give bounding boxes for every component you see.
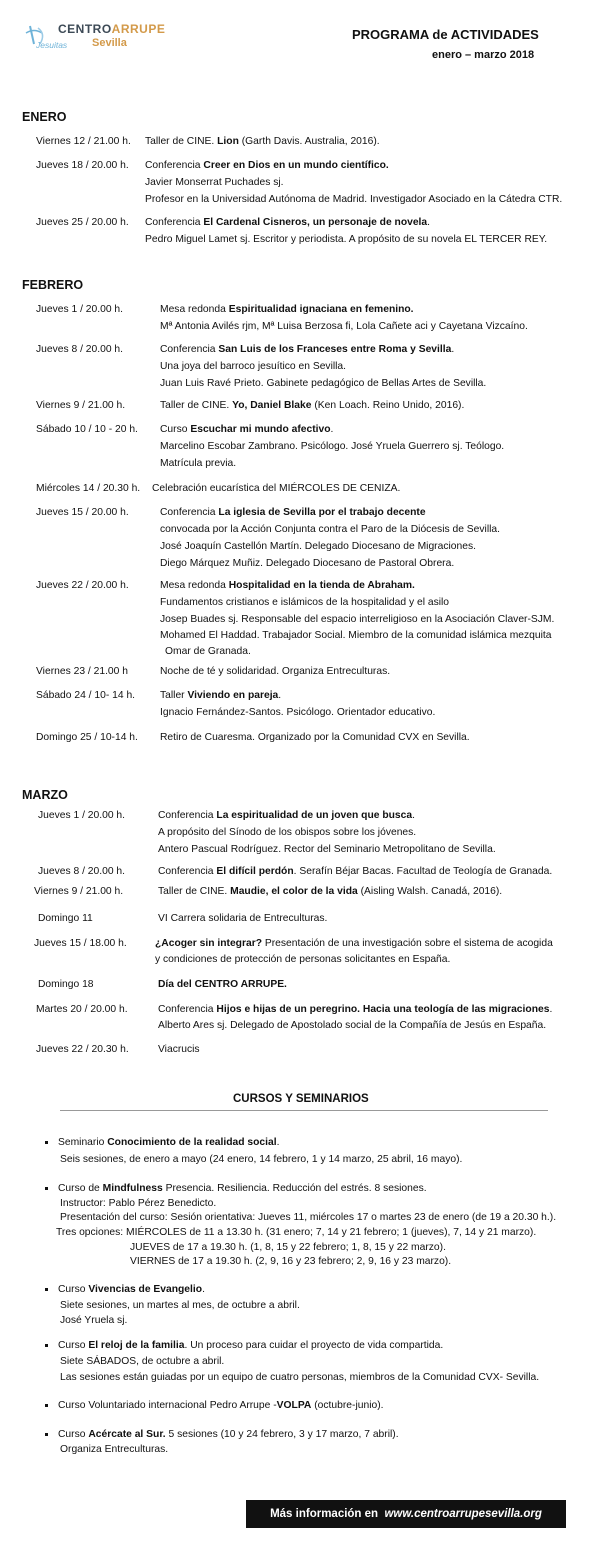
course-line — [58, 1427, 399, 1442]
event-detail: Fundamentos cristianos e islámicos de la hospitalidad y el asilo — [160, 597, 450, 608]
page-period: enero – marzo 2018 — [432, 49, 535, 61]
website-link[interactable]: www.centroarrupesevilla.org — [384, 1508, 542, 1520]
event-date: Jueves 25 / 20.00 h. — [36, 217, 129, 228]
course-detail: Presencia. Resiliencia. Reducción del estrés. 8 sesiones. — [165, 1183, 427, 1194]
event-detail: Josep Buades sj. Responsable del espacio interreligioso en la Asociación Claver-SJM. — [160, 614, 555, 625]
event-title: Espiritualidad ignaciana en femenino. — [228, 304, 414, 315]
course-detail: JUEVES de 17 a 19.30 h. (1, 8, 15 y 22 febrero; 1, 8, 15 y 22 marzo). — [130, 1242, 446, 1253]
event-title: Día del CENTRO ARRUPE. — [158, 979, 287, 990]
logo-jesuitas: Jesuitas — [36, 40, 68, 50]
bullet-icon — [45, 1141, 48, 1144]
course-line: Curso Vivencias de Evangelio. — [58, 1284, 205, 1295]
event-title: La iglesia de Sevilla por el trabajo decente — [218, 507, 426, 518]
event-date: Viernes 9 / 21.00 h. — [36, 400, 126, 411]
course-detail: Un proceso para cuidar el proyecto de vida compartida. — [190, 1340, 444, 1351]
event-title: Hospitalidad en la tienda de Abraham. — [228, 580, 415, 591]
event-line: Retiro de Cuaresma. Organizado por la Comunidad CVX en Sevilla. — [160, 732, 470, 743]
event-date: Jueves 1 / 20.00 h. — [38, 810, 126, 821]
event-line: Conferencia El Cardenal Cisneros, un personaje de novela. — [145, 217, 431, 228]
event-detail: Matrícula previa. — [160, 458, 237, 469]
section-title-enero: ENERO — [22, 110, 67, 124]
course-detail: José Yruela sj. — [60, 1315, 128, 1326]
event-detail: Serafín Béjar Bacas. Facultad de Teología de Granada. — [299, 866, 553, 877]
event-detail: Juan Luis Ravé Prieto. Gabinete pedagógico de Bellas Artes de Sevilla. — [160, 378, 487, 389]
course-detail: VIERNES de 17 a 19.30 h. (2, 9, 16 y 23 febrero; 2, 9, 16 y 23 marzo). — [130, 1256, 452, 1267]
course-detail: Seis sesiones, de enero a mayo (24 enero, 14 febrero, 1 y 14 marzo, 25 abril, 16 mayo). — [60, 1154, 463, 1165]
event-type: Curso — [160, 424, 188, 435]
event-detail: Omar de Granada. — [165, 646, 251, 657]
course-detail: Presentación del curso: Sesión orientativa: Jueves 11, miércoles 17 o martes 23 de enero (de 19 a 20.30 h.). — [60, 1212, 557, 1223]
event-detail: y condiciones de protección de personas solicitantes en España. — [155, 954, 451, 965]
event-date: Viernes 23 / 21.00 h — [36, 666, 128, 677]
event-line: Curso Escuchar mi mundo afectivo. — [160, 424, 334, 435]
event-date: Jueves 22 / 20.30 h. — [36, 1044, 129, 1055]
event-line — [155, 936, 553, 951]
course-type: Curso — [58, 1429, 86, 1440]
course-type: Curso de — [58, 1183, 100, 1194]
course-line: Seminario Conocimiento de la realidad social. — [58, 1137, 280, 1148]
event-detail: (Garth Davis. Australia, 2016). — [241, 136, 380, 147]
event-title: El Cardenal Cisneros, un personaje de novela — [203, 217, 428, 228]
event-date: Sábado 24 / 10- 14 h. — [36, 690, 136, 701]
event-line: Noche de té y solidaridad. Organiza Entreculturas. — [160, 666, 391, 677]
course-type: Curso — [58, 1340, 86, 1351]
course-detail: (octubre-junio). — [314, 1400, 384, 1411]
event-detail: Javier Monserrat Puchades sj. — [145, 177, 284, 188]
event-type: Conferencia — [158, 1004, 214, 1015]
event-line — [160, 578, 415, 593]
event-detail: Mª Antonia Avilés rjm, Mª Luisa Berzosa fi, Lola Cañete aci y Cayetana Vizcaíno. — [160, 321, 528, 332]
course-title: Vivencias de Evangelio — [88, 1284, 203, 1295]
course-detail: Siete sesiones, un martes al mes, de octubre a abril. — [60, 1300, 300, 1311]
event-title: Escuchar mi mundo afectivo — [190, 424, 331, 435]
event-detail: Mohamed El Haddad. Trabajador Social. Miembro de la comunidad islámica mezquita — [160, 630, 552, 641]
event-detail: Marcelino Escobar Zambrano. Psicólogo. José Yruela Guerrero sj. Teólogo. — [160, 441, 505, 452]
event-date: Jueves 18 / 20.00 h. — [36, 160, 129, 171]
course-detail: Tres opciones: MIÉRCOLES de 11 a 13.30 h. (31 enero; 7, 14 y 21 febrero; 1 (jueves), 7, 14 y 21 marzo). — [56, 1227, 537, 1238]
event-type: Conferencia — [145, 160, 201, 171]
event-line — [160, 398, 464, 413]
event-date: Jueves 8 / 20.00 h. — [36, 344, 124, 355]
course-line: Curso El reloj de la familia. Un proceso para cuidar el proyecto de vida compartida. — [58, 1340, 444, 1351]
event-detail: (Aisling Walsh. Canadá, 2016). — [360, 886, 503, 897]
event-date: Jueves 22 / 20.00 h. — [36, 580, 129, 591]
course-type: Curso — [58, 1284, 86, 1295]
event-title: Creer en Dios en un mundo científico. — [203, 160, 389, 171]
event-type: Taller de CINE. — [158, 886, 228, 897]
event-type: Conferencia — [145, 217, 201, 228]
bullet-icon — [45, 1404, 48, 1407]
event-detail: Profesor en la Universidad Autónoma de Madrid. Investigador Asociado en la Cátedra CTR. — [145, 194, 563, 205]
event-detail: Ignacio Fernández-Santos. Psicólogo. Orientador educativo. — [160, 707, 436, 718]
event-detail: (Ken Loach. Reino Unido, 2016). — [314, 400, 465, 411]
event-date: Martes 20 / 20.00 h. — [36, 1004, 128, 1015]
page-title: PROGRAMA de ACTIVIDADES — [352, 27, 539, 42]
logo-city: Sevilla — [92, 37, 127, 49]
event-line: Conferencia Hijos e hijas de un peregrino. Hacia una teología de las migraciones. — [158, 1004, 553, 1015]
event-date: Jueves 1 / 20.00 h. — [36, 304, 124, 315]
course-detail: Instructor: Pablo Pérez Benedicto. — [60, 1198, 217, 1209]
event-detail: Pedro Miguel Lamet sj. Escritor y periodista. A propósito de su novela EL TERCER REY. — [145, 234, 548, 245]
event-date: Jueves 15 / 20.00 h. — [36, 507, 129, 518]
event-detail: Alberto Ares sj. Delegado de Apostolado social de la Compañía de Jesús en España. — [158, 1020, 547, 1031]
section-divider — [60, 1110, 548, 1111]
event-line: Viacrucis — [158, 1044, 200, 1055]
course-detail: 5 sesiones (10 y 24 febrero, 3 y 17 marzo, 7 abril). — [168, 1429, 399, 1440]
bullet-icon — [45, 1187, 48, 1190]
event-title: La espiritualidad de un joven que busca — [216, 810, 413, 821]
section-title-marzo: MARZO — [22, 788, 68, 802]
event-date: Domingo 18 — [38, 979, 94, 990]
event-detail: Antero Pascual Rodríguez. Rector del Seminario Metropolitano de Sevilla. — [158, 844, 496, 855]
event-line: VI Carrera solidaria de Entreculturas. — [158, 913, 328, 924]
event-type: Conferencia — [158, 866, 214, 877]
event-line — [145, 134, 380, 149]
event-type: Conferencia — [160, 507, 216, 518]
event-detail: convocada por la Acción Conjunta contra el Paro de la Diócesis de Sevilla. — [160, 524, 500, 535]
event-line: Celebración eucarística del MIÉRCOLES DE CENIZA. — [152, 483, 401, 494]
event-title: Viviendo en pareja — [187, 690, 279, 701]
event-title: El difícil perdón — [216, 866, 294, 877]
event-date: Domingo 25 / 10-14 h. — [36, 732, 138, 743]
course-title: El reloj de la familia — [88, 1340, 185, 1351]
footer-banner — [246, 1500, 566, 1528]
event-date: Miércoles 14 / 20.30 h. — [36, 483, 141, 494]
event-line: Conferencia San Luis de los Franceses entre Roma y Sevilla. — [160, 344, 455, 355]
event-date: Jueves 15 / 18.00 h. — [34, 938, 127, 949]
logo-name-centro: CENTRO — [58, 22, 112, 36]
bullet-icon — [45, 1433, 48, 1436]
event-title: Maudie, el color de la vida — [230, 886, 358, 897]
bullet-icon — [45, 1288, 48, 1291]
event-date: Viernes 12 / 21.00 h. — [36, 136, 131, 147]
footer-text: Más información en — [270, 1508, 379, 1520]
event-line — [158, 884, 502, 899]
event-line: Taller Viviendo en pareja. — [160, 690, 282, 701]
event-title: Lion — [217, 136, 239, 147]
course-title: VOLPA — [276, 1400, 312, 1411]
event-title: Hijos e hijas de un peregrino. Hacia una teología de las migraciones — [216, 1004, 550, 1015]
event-line — [145, 158, 389, 173]
course-line — [58, 1398, 384, 1413]
event-line — [160, 302, 414, 317]
event-type: Conferencia — [158, 810, 214, 821]
event-type: Taller de CINE. — [145, 136, 215, 147]
event-date: Viernes 9 / 21.00 h. — [34, 886, 124, 897]
course-detail: Las sesiones están guiadas por un equipo de cuatro personas, miembros de la Comunidad CVX- Sevilla. — [60, 1372, 540, 1383]
section-title-febrero: FEBRERO — [22, 278, 84, 292]
course-title: Conocimiento de la realidad social — [107, 1137, 277, 1148]
event-title: Yo, Daniel Blake — [232, 400, 312, 411]
course-title: Mindfulness — [102, 1183, 163, 1194]
bullet-icon — [45, 1344, 48, 1347]
course-title: Acércate al Sur. — [88, 1429, 166, 1440]
event-type: Taller de CINE. — [160, 400, 230, 411]
course-type: Curso Voluntariado internacional Pedro Arrupe - — [58, 1400, 277, 1411]
event-title: ¿Acoger sin integrar? — [155, 938, 262, 949]
course-type: Seminario — [58, 1137, 105, 1148]
event-detail: Presentación de una investigación sobre el sistema de acogida — [264, 938, 553, 949]
course-line — [58, 1181, 427, 1196]
logo-name — [58, 22, 165, 36]
event-line: Conferencia El difícil perdón. Serafín Béjar Bacas. Facultad de Teología de Granada. — [158, 866, 553, 877]
event-detail: Diego Márquez Muñiz. Delegado Diocesano de Pastoral Obrera. — [160, 558, 455, 569]
course-detail: Siete SÁBADOS, de octubre a abril. — [60, 1356, 225, 1367]
event-type: Conferencia — [160, 344, 216, 355]
course-detail: Organiza Entreculturas. — [60, 1444, 169, 1455]
event-date: Sábado 10 / 10 - 20 h. — [36, 424, 138, 435]
event-date: Domingo 11 — [38, 913, 93, 924]
event-type: Mesa redonda — [160, 580, 226, 591]
event-line — [160, 505, 426, 520]
event-title: San Luis de los Franceses entre Roma y Sevilla — [218, 344, 452, 355]
event-detail: A propósito del Sínodo de los obispos sobre los jóvenes. — [158, 827, 417, 838]
event-detail: José Joaquín Castellón Martín. Delegado Diocesano de Migraciones. — [160, 541, 476, 552]
logo-name-arrupe: ARRUPE — [111, 22, 166, 36]
event-line: Conferencia La espiritualidad de un joven que busca. — [158, 810, 415, 821]
section-title-cursos: CURSOS Y SEMINARIOS — [233, 1093, 369, 1105]
event-date: Jueves 8 / 20.00 h. — [38, 866, 126, 877]
event-detail: Una joya del barroco jesuítico en Sevilla. — [160, 361, 347, 372]
event-type: Taller — [160, 690, 185, 701]
event-type: Mesa redonda — [160, 304, 226, 315]
